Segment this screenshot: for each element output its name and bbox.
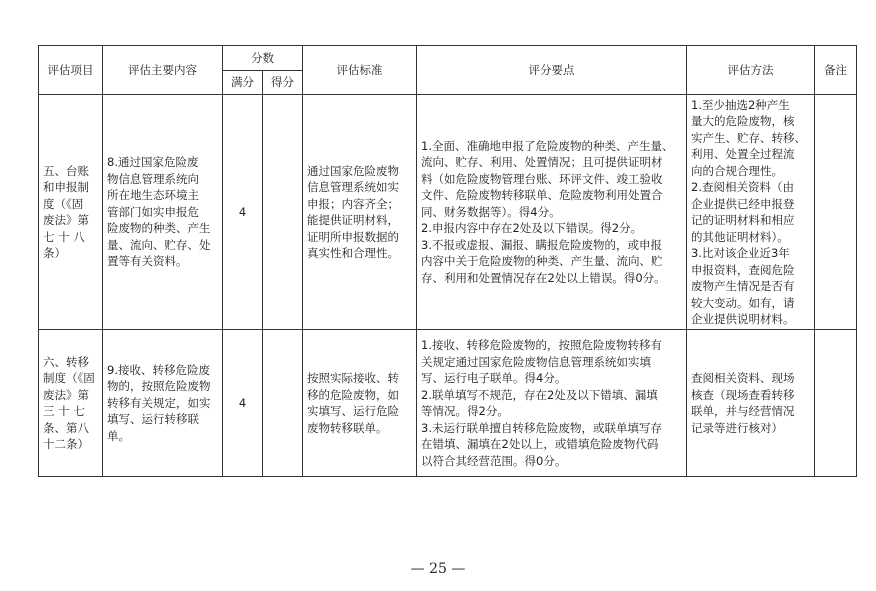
- table-row: [39, 330, 857, 477]
- cell-remark: [815, 95, 857, 330]
- page-number: — 25 —: [410, 561, 466, 577]
- header-points: 评分要点: [417, 46, 687, 95]
- cell-remark: [815, 330, 857, 477]
- cell-points: 1.全面、准确地申报了危险废物的种类、产生量、 流向、贮存、利用、处置情况；且可提供证明材 料（如危险废物管理台账、环评文件、竣工验收 文件、危险废物转移联单、危险废物利用处置合 同、财务数据等）。得4分。 2.申报内容中存在2处及以下错误。得2分。 3.不报或虚报、漏报、瞒报危险废物的，或申报 内容中关于危险废物的种类、产生量、流向、贮 存、利用和处置情况存在2处以上错误。得0分。: [417, 95, 687, 330]
- cell-standard: 按照实际接收、转 移的危险废物，如 实填写、运行危险 废物转移联单。: [303, 330, 417, 477]
- cell-got-score: [263, 330, 303, 477]
- header-score: 分数: [223, 46, 303, 71]
- cell-points: 1.接收、转移危险废物的，按照危险废物转移有 关规定通过国家危险废物信息管理系统如实填 写、运行电子联单。得4分。 2.联单填写不规范，存在2处及以下错填、漏填 等情况。得2分。 3.未运行联单擅自转移危险废物，或联单填写存 在错填、漏填在2处以上，或错填危险废物代码 以符合其经营范围。得0分。: [417, 330, 687, 477]
- cell-method: 查阅相关资料、现场 核查（现场查看转移 联单，并与经营情况 记录等进行核对）: [687, 330, 815, 477]
- header-full-score: 满分: [223, 71, 263, 95]
- cell-standard: 通过国家危险废物 信息管理系统如实 申报；内容齐全； 能提供证明材料， 证明所申报数据的 真实性和合理性。: [303, 95, 417, 330]
- header-item: 评估项目: [39, 46, 103, 95]
- cell-item: 六、转移 制度（《固 废法》第 三 十 七 条、第八 十二条）: [39, 330, 103, 477]
- header-method: 评估方法: [687, 46, 815, 95]
- cell-full-score: 4: [223, 330, 263, 477]
- header-got-score: 得分: [263, 71, 303, 95]
- cell-got-score: [263, 95, 303, 330]
- table-row: [39, 95, 857, 330]
- header-remark: 备注: [815, 46, 857, 95]
- cell-content: 9.接收、转移危险废 物的，按照危险废物 转移有关规定，如实 填写、运行转移联 单。: [103, 330, 223, 477]
- cell-method: 1.至少抽选2种产生 量大的危险废物，核 实产生、贮存、转移、 利用、处置全过程流 向的合规合理性。 2.查阅相关资料（由 企业提供已经申报登 记的证明材料和相应 的其他证明材料）。 3.比对该企业近3年 申报资料，查阅危险 废物产生情况是否有 较大变动。如有，请 企业提供说明材料。: [687, 95, 815, 330]
- header-content: 评估主要内容: [103, 46, 223, 95]
- header-standard: 评估标准: [303, 46, 417, 95]
- evaluation-table: [38, 45, 857, 477]
- cell-content: 8.通过国家危险废 物信息管理系统向 所在地生态环境主 管部门如实申报危 险废物的种类、产生 量、流向、贮存、处 置等有关资料。: [103, 95, 223, 330]
- cell-item: 五、台账 和申报制 度（《固 废法》第 七 十 八 条）: [39, 95, 103, 330]
- cell-full-score: 4: [223, 95, 263, 330]
